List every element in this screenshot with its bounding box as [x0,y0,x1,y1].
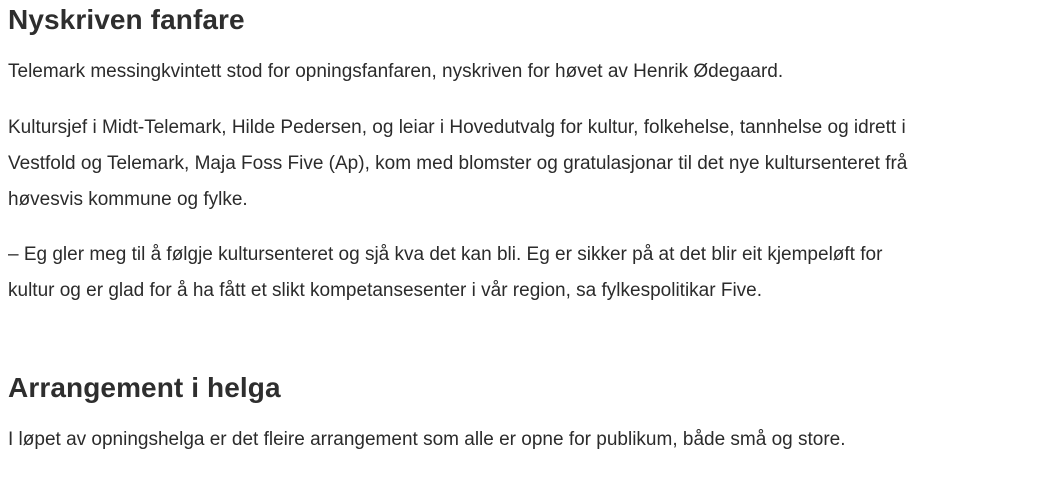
section-heading: Arrangement i helga [8,372,281,403]
section-heading: Nyskriven fanfare [8,4,245,35]
paragraph: – Eg gler meg til å følgje kultursenteret og sjå kva det kan bli. Eg er sikker på at det blir eit kjempeløft for kultur og er glad for å ha fått et slikt kompetansesenter i vår region, sa fylkespolitikar Five. [8,244,883,301]
paragraph: Telemark messingkvintett stod for opningsfanfaren, nyskriven for høvet av Henrik Ødegaard. [8,61,784,82]
paragraph: I løpet av opningshelga er det fleire arrangement som alle er opne for publikum, både små og store. [8,429,846,450]
paragraph: Kultursjef i Midt-Telemark, Hilde Pedersen, og leiar i Hovedutvalg for kultur, folkehelse, tannhelse og idrett i Vestfold og Telemark, Maja Foss Five (Ap), kom med blomster og gratulasjonar til det nye kultursenteret frå høvesvis kommune og fylke. [8,117,908,210]
